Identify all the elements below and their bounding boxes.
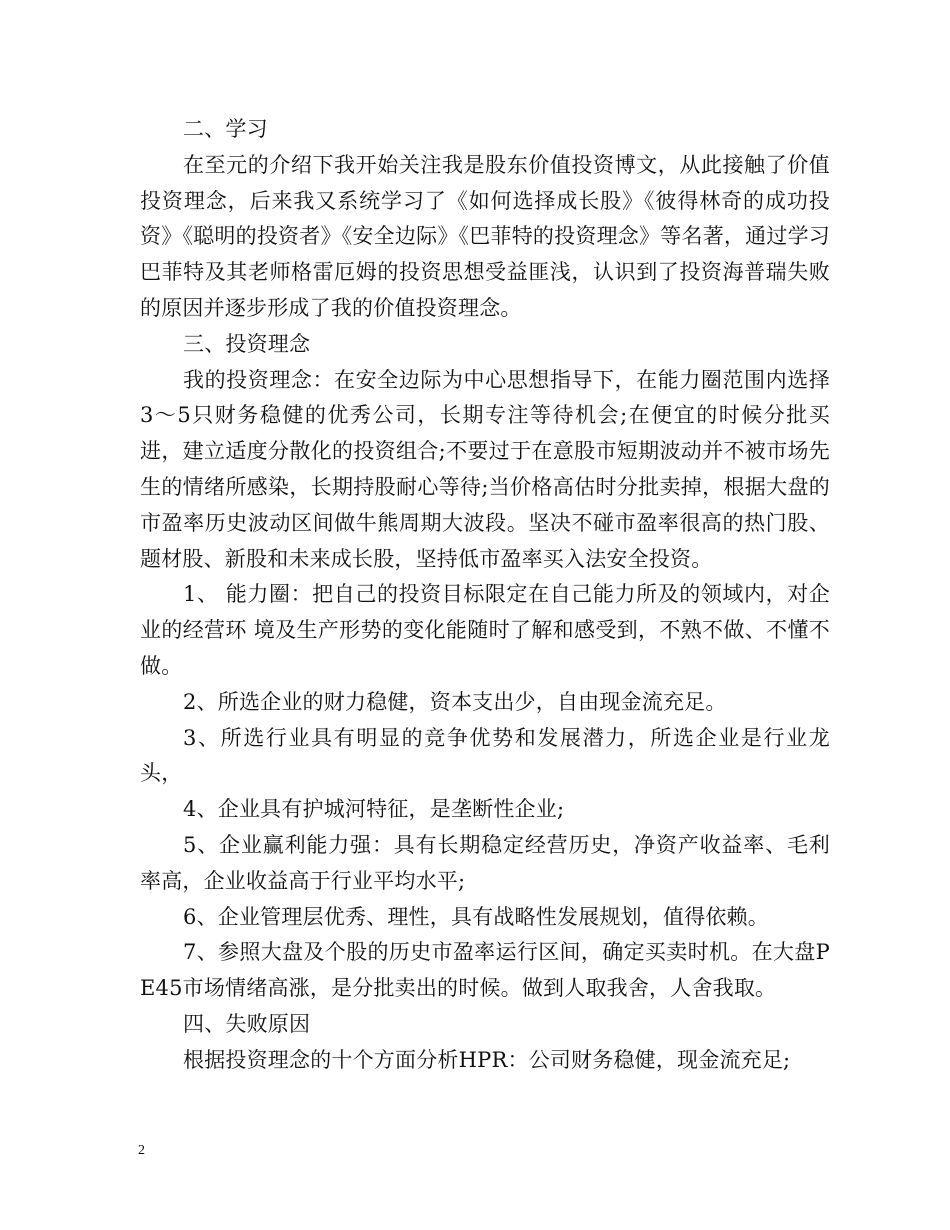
section-heading-failure-reasons: 四、失败原因 <box>183 1011 311 1036</box>
page-number: 2 <box>138 1143 145 1158</box>
list-item-2: 2、所选企业的财力稳健，资本支出少，自由现金流充足。 <box>183 689 727 714</box>
list-item-5: 5、企业赢利能力强：具有长期稳定经营历史，净资产收益率、毛利率高，企业收益高于行业平均水平; <box>140 832 830 893</box>
section-heading-study: 二、学习 <box>183 117 268 141</box>
list-item-7: 7、参照大盘及个股的历史市盈率运行区间，确定买卖时机。在大盘PE45市场情绪高涨，是分批卖出的时候。做到人取我舍，人舍我取。 <box>140 940 830 1001</box>
paragraph-study: 在至元的介绍下我开始关注我是股东价值投资博文，从此接触了价值投资理念，后来我又系统学习了《如何选择成长股》《彼得林奇的成功投资》《聪明的投资者》《安全边际》《巴菲特的投资理念》等名著，通过学习巴菲特及其老师格雷厄姆的投资思想受益匪浅，认识到了投资海普瑞失败的原因并逐步形成了我的价值投资理念。 <box>140 152 830 320</box>
document-body <box>140 112 830 1079</box>
list-item-6: 6、企业管理层优秀、理性，具有战略性发展规划，值得依赖。 <box>183 904 769 929</box>
list-item-3: 3、所选行业具有明显的竞争优势和发展潜力，所选企业是行业龙头， <box>140 725 830 786</box>
list-item-4: 4、企业具有护城河特征，是垄断性企业; <box>183 797 565 822</box>
list-item-1: 1、 能力圈：把自己的投资目标限定在自己能力所及的领域内，对企业的经营环 境及生产形势的变化能随时了解和感受到，不熟不做、不懂不做。 <box>140 582 830 678</box>
paragraph-investment-philosophy: 我的投资理念：在安全边际为中心思想指导下，在能力圈范围内选择3～5只财务稳健的优秀公司，长期专注等待机会;在便宜的时候分批买进，建立适度分散化的投资组合;不要过于在意股市短期波动并不被市场先生的情绪所感染，长期持股耐心等待;当价格高估时分批卖掉，根据大盘的市盈率历史波动区间做牛熊周期大波段。坚决不碰市盈率很高的热门股、题材股、新股和未来成长股，坚持低市盈率买入法安全投资。 <box>140 367 830 571</box>
section-heading-investment-philosophy: 三、投资理念 <box>183 331 311 356</box>
paragraph-failure-reasons: 根据投资理念的十个方面分析HPR：公司财务稳健，现金流充足; <box>183 1047 791 1072</box>
